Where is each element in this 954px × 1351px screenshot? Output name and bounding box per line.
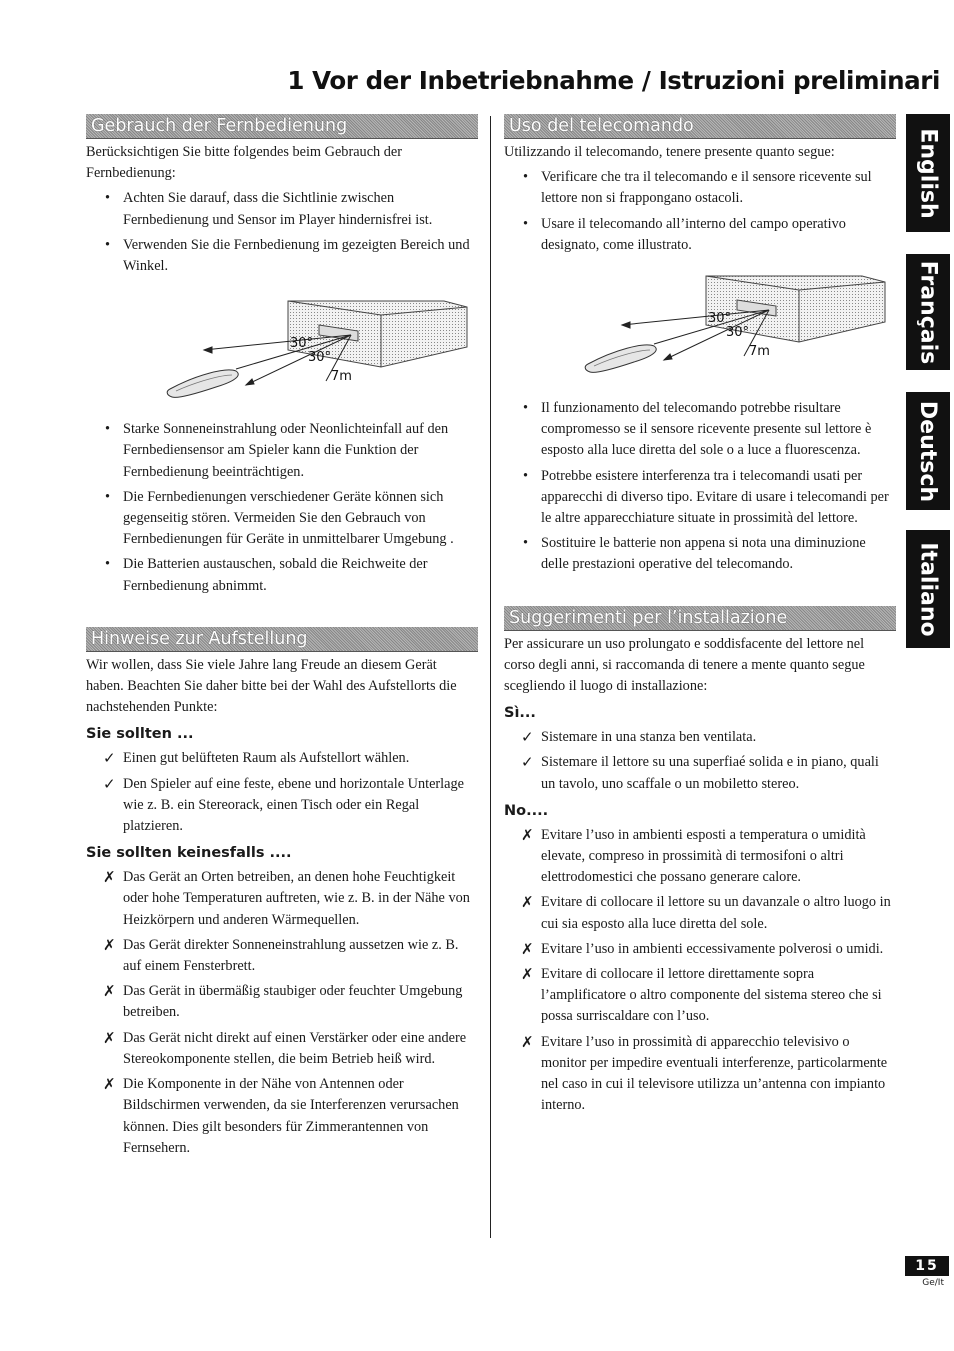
list-item: • Verificare che tra il telecomando e il sensore ricevente sul lettore non si frappongano ostacoli. [504,167,896,209]
dont-list-it [504,825,896,1117]
list-item: • Starke Sonneneinstrahlung oder Neonlichteinfall auf den Fernbediensensor am Spieler kann die Funktion der Fernbedienung beeinträchtigen. [86,419,478,483]
cross-icon: ✗ [103,935,116,954]
section-heading-remote-it: Uso del telecomando [504,114,896,139]
list-item: ✗ Das Gerät an Orten betreiben, an denen hohe Feuchtigkeit oder hohe Temperaturen auftreten, wie z. B. in der Nähe von Heizkörpern und anderen Wärmequellen. [103,868,470,928]
list-item: ✗ Das Gerät direkter Sonneneinstrahlung aussetzen wie z. B. auf einem Fensterbrett. [103,935,459,975]
list-item: ✓ Sistemare il lettore su una superfiaé solida e in piano, quali un tavolo, uno scaffale o un mobiletto stereo. [521,753,879,792]
remote-bullets-a-it [504,167,896,256]
column-divider [490,116,491,1238]
list-item: • Usare il telecomando all’interno del campo operativo designato, come illustrato. [504,214,896,256]
cross-icon: ✗ [103,868,116,887]
column-german [86,114,478,1159]
cross-icon: ✗ [521,1032,534,1051]
remote-bullets-a-de [86,188,478,277]
list-item: ✗ Evitare l’uso in ambienti esposti a temperatura o umidità elevate, compreso in prossimità di termosifoni o altri elettrodomestici che possano generare calore. [521,825,866,886]
list-item: ✗ Die Komponente in der Nähe von Antennen oder Bildschirmen verwenden, da sie Interferenzen verursachen können. Dies gilt besonders für Zimmerantennen von Fernsehern. [103,1075,459,1156]
cross-icon: ✗ [521,939,534,958]
check-icon: ✓ [103,749,116,768]
list-item: • Die Batterien austauschen, sobald die Reichweite der Fernbedienung abnimmt. [86,554,478,596]
list-item: ✓ Sistemare in una stanza ben ventilata. [504,727,896,748]
angle-label-top: 30° [708,311,732,327]
check-icon: ✓ [521,728,534,747]
list-item: ✗ Evitare di collocare il lettore direttamente sopra l’amplificatore o altro componente del sistema stereo che si possa surriscaldare con l’uso. [521,965,882,1025]
angle-label-bottom: 30° [308,350,332,366]
list-item: ✗ Das Gerät nicht direkt auf einen Verstärker oder eine andere Stereokomponente stellen, die beim Betrieb heiß wird. [103,1028,467,1067]
tab-italiano: Italiano [906,530,950,648]
tab-francais: Français [906,254,950,370]
list-item: • Il funzionamento del telecomando potrebbe risultare compromesso se il sensore ricevente presente sul lettore è esposto alla luce diretta del sole o a luce a fluorescenza. [504,398,896,462]
section-heading-remote-de: Gebrauch der Fernbedienung [86,114,478,139]
list-item: • Verwenden Sie die Fernbedienung im gezeigten Bereich und Winkel. [86,235,478,277]
cross-icon: ✗ [521,965,534,984]
install-intro-it: Per assicurare un uso prolungato e soddisfacente del lettore nel corso degli anni, si raccomanda di tenere a mente quanto segue scegliendo il luogo di installazione: [504,635,865,695]
page-number: 15 [905,1256,949,1276]
install-intro-de: Wir wollen, dass Sie viele Jahre lang Freude an diesem Gerät haben. Beachten Sie daher bitte bei der Wahl des Aufstellorts die nachstehenden Punkte: [86,656,457,716]
do-list-it [504,727,896,795]
page-title: 1 Vor der Inbetriebnahme / Istruzioni preliminari [287,66,940,95]
cross-icon: ✗ [103,1028,116,1047]
tab-english: English [906,114,950,232]
list-item: • Die Fernbedienungen verschiedener Geräte können sich gegenseitig stören. Vermeiden Sie den Gebrauch von Fernbedienungen für Geräte in unmittelbarer Umgebung . [86,487,478,551]
check-icon: ✓ [103,774,116,793]
do-list-de [86,748,478,837]
check-icon: ✓ [521,753,534,772]
list-item: ✓ Einen gut belüfteten Raum als Aufstellort wählen. [86,748,478,769]
remote-bullets-b-de [86,419,478,597]
tab-deutsch: Deutsch [906,392,950,510]
list-item: ✗ Evitare l’uso in prossimità di apparecchio televisivo o monitor per impedire eventuali interferenze, particolarmente nel caso in cui il televisore utilizza un’antenna con impianto interno. [521,1032,888,1114]
distance-label: 7m [749,344,770,360]
cross-icon: ✗ [521,825,534,844]
distance-label: 7m [331,369,352,385]
remote-intro-de: Berücksichtigen Sie bitte folgendes beim Gebrauch der Fernbedienung: [86,144,403,182]
list-item: • Sostituire le batterie non appena si nota una diminuzione delle prestazioni operative del telecomando. [504,533,896,575]
remote-bullets-b-it [504,398,896,576]
list-item: • Achten Sie darauf, dass die Sichtlinie zwischen Fernbedienung und Sensor im Player hindernisfrei ist. [86,188,478,230]
dont-list-de [86,867,478,1159]
list-item: ✗ Das Gerät in übermäßig staubiger oder feuchter Umgebung betreiben. [103,982,463,1021]
do-heading-it: Sì... [504,705,536,722]
remote-control-icon [167,370,238,397]
list-item: • Potrebbe esistere interferenza tra i telecomandi usati per apparecchi di diverso tipo. Evitare di usare i telecomandi per le altre apparecchiature situate in prossimità del lettore. [504,466,896,530]
list-item: ✗ Evitare l’uso in ambienti eccessivamente polverosi o umidi. [504,939,896,960]
remote-intro-it: Utilizzando il telecomando, tenere presente quanto segue: [504,144,835,160]
remote-control-icon [585,345,656,372]
angle-label-bottom: 30° [726,325,750,341]
section-heading-install-it: Suggerimenti per l’installazione [504,606,896,631]
dont-heading-de: Sie sollten keinesfalls .... [86,845,292,862]
angle-label-top: 30° [290,336,314,352]
list-item: ✓ Den Spieler auf eine feste, ebene und horizontale Unterlage wie z. B. ein Stereorack, einen Tisch oder ein Regal platzieren. [103,774,464,835]
dont-heading-it: No.... [504,802,549,819]
cross-icon: ✗ [103,1075,116,1094]
remote-range-diagram-it [504,264,896,392]
column-italian [504,114,896,1117]
cross-icon: ✗ [103,982,116,1001]
do-heading-de: Sie sollten ... [86,726,194,743]
list-item: ✗ Evitare di collocare il lettore su un davanzale o altro luogo in cui sia esposto alla luce diretta del sole. [521,893,891,932]
remote-range-diagram-de [86,285,478,413]
cross-icon: ✗ [521,893,534,912]
section-heading-install-de: Hinweise zur Aufstellung [86,627,478,652]
page-code: Ge/It [922,1278,944,1288]
